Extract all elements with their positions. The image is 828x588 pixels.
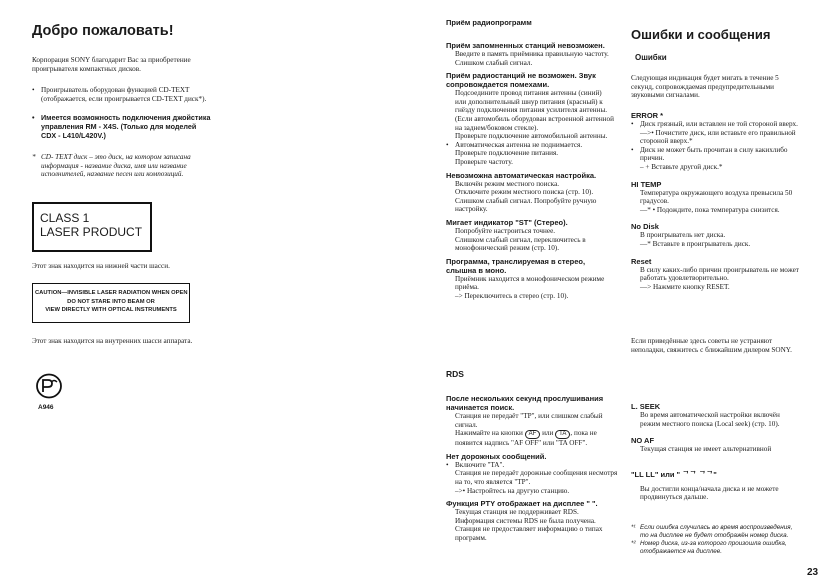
s2-line-a: Подсоедините провод питания антенны (синий) или дополнительный шнур питания (красный) к гнёзду подключения питания усилителя антенны. (Если автомобиль оборудован встроенной антенной на заднем/боковом стекле).	[455, 89, 614, 132]
disc-edge-line-a: Вы достигли конца/начала диска и не можете продвинуться дальше.	[640, 484, 779, 502]
s1-line-a: Введите в память приёмника правильную частоту.	[455, 50, 609, 58]
error-bullet-1: • Диск грязный, или вставлен не той стороной вверх.	[631, 120, 798, 128]
label-caption-inside: Этот знак находится на внутренних шасси аппарата.	[32, 337, 193, 345]
pct-logo-icon	[36, 373, 62, 399]
r1-line-b: Нажимайте на кнопки	[455, 429, 523, 438]
welcome-intro: Корпорация SONY благодарит Вас за приобретение проигрывателя компактных дисков.	[32, 56, 191, 73]
s2-line-d: Проверьте подключение питания.	[455, 149, 559, 158]
s5-line-a: Приёмник находится в монофоническом режиме приёма.	[455, 274, 605, 292]
r1-line-b-wrap	[446, 429, 618, 448]
caution-label	[32, 283, 190, 323]
r1-line-a: Станция не передаёт "TP", или слишком слабый сигнал.	[455, 412, 603, 429]
r2-line-b: Станция не передаёт дорожные сообщения несмотря на то, что является "TP".	[455, 469, 618, 486]
s3-line-c: Слишком слабый сигнал. Попробуйте ручную настройку.	[455, 196, 597, 214]
welcome-title: Добро пожаловать!	[32, 23, 174, 39]
error-line-d: – + Вставьте другой диск.*	[640, 162, 723, 171]
r2-bullet: • Включите "TA".	[446, 460, 505, 469]
reset-heading: Reset	[631, 256, 652, 266]
error-line-c: Диск не может быть прочитан в силу какихлибо причин.	[640, 145, 788, 163]
errors-title: Ошибки и сообщения	[631, 27, 771, 42]
s2-line-b: Проверьте подключение автомобильной антенны.	[455, 132, 608, 141]
r1-heading: После нескольких секунд прослушивания начинается поиск.	[446, 394, 604, 412]
footnote-2-text: Номер диска, из-за которого произошла ошибка, отображается на дисплее.	[640, 540, 787, 555]
s3-heading: Невозможна автоматическая настройка.	[446, 170, 597, 180]
errors-list	[631, 111, 801, 291]
page-number: 23	[807, 567, 819, 578]
class1-text: CLASS 1	[40, 211, 90, 225]
laser-product-text: LASER PRODUCT	[40, 225, 143, 239]
welcome-footnote: * CD- TEXT диск – это диск, на котором записана информация - название диска, имя или название исполнителей, название песен или композиций.	[32, 153, 191, 179]
error-line-b: —>• Почистите диск, или вставьте его правильной стороной вверх.*	[640, 128, 796, 146]
error-bullet-2: • Диск не может быть прочитан в силу какихлибо причин.	[631, 145, 788, 163]
s2-bullet-antenna: • Автоматическая антенна не поднимается.	[446, 140, 583, 149]
rds-content	[446, 394, 618, 543]
s5-line-b: –> Переключитесь в стерео (стр. 10).	[455, 291, 569, 300]
r3-line-a: Текущая станция не поддерживает RDS.	[455, 508, 579, 517]
welcome-bullet-cdtext-text: Проигрыватель оборудован функцией CD-TEXT (отображается, если проигрывается CD-TEXT диск*).	[41, 86, 207, 103]
s4-heading: Мигает индикатор "ST" (Стерео).	[446, 217, 568, 227]
welcome-footnote-text: CD- TEXT диск – это диск, на котором записана информация - название диска, имя или название исполнителей, название песен или композиций.	[41, 153, 191, 179]
noaf-heading: NO AF	[631, 436, 655, 446]
r2-line-a: Включите "TA".	[455, 460, 505, 469]
af-button-icon: AF	[525, 430, 541, 439]
ta-button-icon: TA	[555, 430, 570, 439]
noaf-line-a: Текущая станция не имеет альтернативной	[640, 445, 772, 454]
s2-line-c: Автоматическая антенна не поднимается.	[455, 140, 583, 149]
error-heading: ERROR *	[631, 111, 664, 120]
label-caption-bottom: Этот знак находится на нижней части шасси.	[32, 262, 170, 270]
footnote-1-text: Если ошибка случилась во время воспроизведения, то на дисплее не будет отображён номер диска.	[640, 524, 793, 539]
nodisk-heading: No Disk	[631, 222, 659, 232]
disc-edge-heading: "LL LL" или " ᄀᄀ ᄀᄀ"	[631, 469, 717, 479]
welcome-bullet-joystick: • Имеется возможность подключения джойстика управления RM - X4S. (Только для моделей CDX - L410/L420V.)	[32, 113, 211, 140]
r3-line-b: Информация системы RDS не была получена.	[455, 516, 596, 525]
error-line-a: Диск грязный, или вставлен не той стороной вверх.	[640, 120, 798, 128]
radio-section-title: Приём радиопрограмм	[446, 18, 532, 27]
footnote-1: *¹ Если ошибка случилась во время воспроизведения, то на дисплее не будет отображён номер диска.	[631, 524, 793, 539]
s5-heading: Программа, транслируемая в стерео, слышна в моно.	[446, 256, 586, 275]
or-word: или	[542, 429, 554, 438]
s4-line-a: Попробуйте настроиться точнее.	[455, 226, 556, 235]
hitemp-line-b: —* • Подождите, пока температура снизится.	[640, 205, 780, 214]
caution-line-3: VIEW DIRECTLY WITH OPTICAL INSTRUMENTS	[45, 307, 177, 313]
hitemp-heading: HI TEMP	[631, 179, 662, 189]
nodisk-line-a: В проигрыватель нет диска.	[640, 231, 726, 240]
radio-content	[446, 41, 614, 300]
r2-heading: Нет дорожных сообщений.	[446, 451, 547, 461]
r2-line-c: –>• Настройтесь на другую станцию.	[455, 486, 570, 495]
reset-line-a: В силу каких-либо причин проигрыватель не может работать удовлетворительно.	[640, 265, 799, 283]
errors-subtitle: Ошибки	[635, 53, 667, 62]
welcome-bullet-joystick-text: Имеется возможность подключения джойстика управления RM - X4S. (Только для моделей CDX - L410/L420V.)	[41, 113, 211, 140]
hitemp-line-a: Температура окружающего воздуха превысила 50 градусов.	[640, 188, 793, 206]
footnote-2: *² Номер диска, из-за которого произошла ошибка, отображается на дисплее.	[631, 540, 787, 555]
lseek-heading: L. SEEK	[631, 402, 661, 411]
pct-logo	[36, 373, 62, 399]
r3-line-c: Станция не предоставляет информацию о типах программ.	[455, 525, 603, 542]
s1-line-b: Слишком слабый сигнал.	[455, 58, 533, 67]
rds-section-title: RDS	[446, 369, 464, 379]
s3-line-a: Включён режим местного поиска.	[455, 179, 560, 188]
s2-line-e: Проверьте частоту.	[455, 157, 513, 166]
messages-list	[631, 402, 801, 502]
pct-logo-code: A946	[38, 404, 54, 411]
errors-outro: Если приведённые здесь советы не устраняют неполадки, свяжитесь с ближайшим дилером SONY.	[631, 337, 792, 354]
errors-intro: Следующая индикация будет мигать в течение 5 секунд, сопровождаемая предупредительными звуковыми сигналами.	[631, 74, 779, 100]
s1-heading: Приём запомненных станций невозможен.	[446, 41, 605, 50]
s4-line-b: Слишком слабый сигнал, переключитесь в монофонический режим (стр. 10).	[455, 235, 586, 253]
r1-line-c: , пока не появится надпись "AF OFF" или "TA OFF".	[455, 429, 597, 448]
s2-heading: Приём радиостанций не возможен. Звук сопровождается помехами.	[446, 71, 596, 90]
caution-line-1: CAUTION—INVISIBLE LASER RADIATION WHEN OPEN	[35, 290, 188, 296]
r3-heading: Функция PTY отображает на дисплее " ".	[446, 499, 598, 509]
s3-line-b: Отключите режим местного поиска (стр. 10).	[455, 188, 594, 197]
lseek-line-a: Во время автоматической настройки включён режим местного поиска (Local seek) (стр. 10).	[640, 411, 780, 428]
errors-footnotes	[631, 524, 801, 555]
reset-line-b: —> Нажмите кнопку RESET.	[640, 282, 730, 291]
welcome-bullet-cdtext: • Проигрыватель оборудован функцией CD-TEXT (отображается, если проигрывается CD-TEXT диск*).	[32, 86, 207, 103]
nodisk-line-b: —* Вставьте в проигрыватель диск.	[640, 239, 751, 248]
caution-line-2: DO NOT STARE INTO BEAM OR	[67, 298, 155, 305]
class1-laser-label	[32, 202, 152, 252]
